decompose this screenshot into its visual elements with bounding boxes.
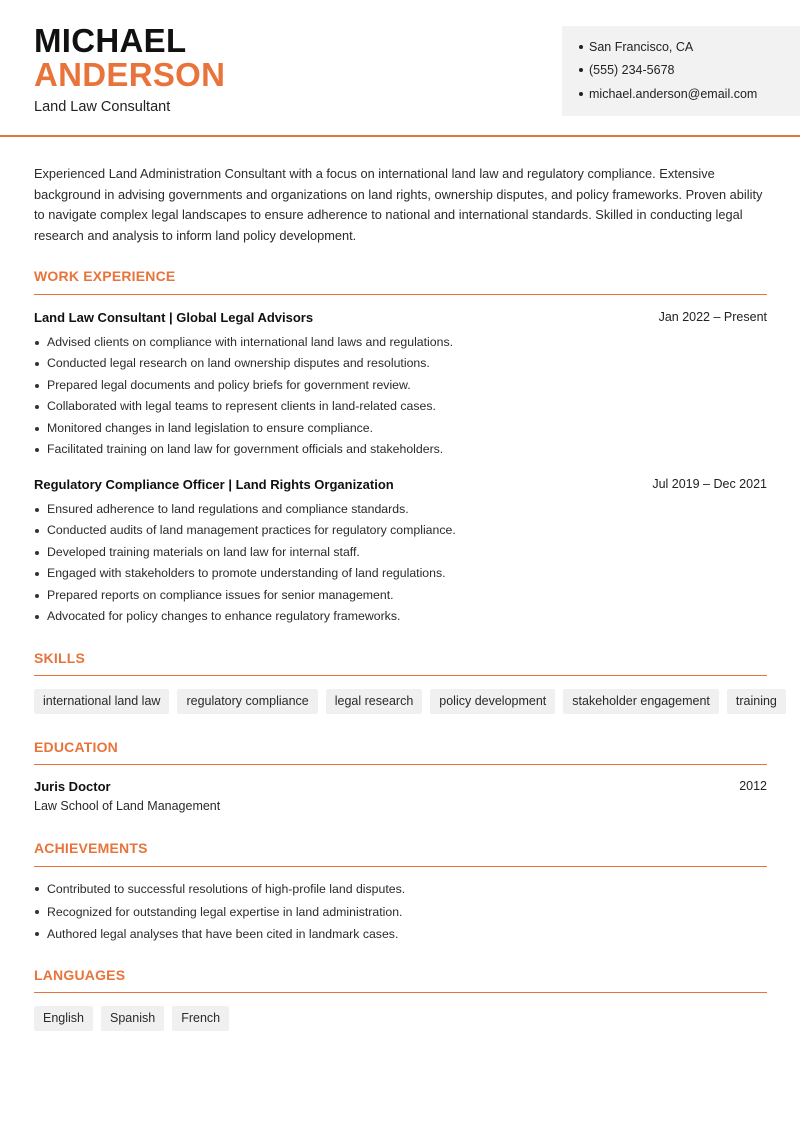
skill-tag: training [727,689,786,714]
section-divider [34,764,767,765]
education-school: Law School of Land Management [34,799,221,813]
contact-phone [579,63,674,77]
list-item: Prepared legal documents and policy briefs for government review. [34,375,453,396]
last-name: ANDERSON [34,56,226,93]
list-item: Engaged with stakeholders to promote understanding of land regulations. [34,563,456,584]
list-item: Monitored changes in land legislation to ensure compliance. [34,418,453,439]
education-year: 2012 [739,779,767,793]
bullet-icon [579,45,583,49]
job-bullets [34,499,456,627]
language-tag: English [34,1006,93,1031]
section-divider [34,992,767,993]
section-title-languages: LANGUAGES [34,967,126,983]
list-item: Advocated for policy changes to enhance regulatory frameworks. [34,606,456,627]
skill-tag: regulatory compliance [177,689,317,714]
language-tag: Spanish [101,1006,164,1031]
list-item: Authored legal analyses that have been cited in landmark cases. [34,923,405,946]
skills-list [34,689,786,714]
resume-header [0,0,800,137]
section-title-education: EDUCATION [34,739,118,755]
job-title: Land Law Consultant [34,99,171,115]
section-title-achievements: ACHIEVEMENTS [34,840,148,856]
skill-tag: legal research [326,689,423,714]
profile-summary: Experienced Land Administration Consultant with a focus on international land law and regulatory compliance. Extensive background in advising governments and organizations on land rights, ownership disputes, and policy frameworks. Proven ability to navigate complex legal landscapes to ensure adherence to national and international standards. Skilled in conducting legal research and analysis to inform land policy development. [34,166,763,244]
first-name: MICHAEL [34,22,187,59]
list-item: Ensured adherence to land regulations and compliance standards. [34,499,456,520]
section-divider [34,294,767,295]
skill-tag: policy development [430,689,555,714]
list-item: Contributed to successful resolutions of high-profile land disputes. [34,878,405,901]
achievement-bullets [34,878,405,946]
section-divider [34,675,767,676]
email-text: michael.anderson@email.com [589,87,758,101]
contact-location [579,40,693,54]
list-item: Recognized for outstanding legal expertise in land administration. [34,901,405,924]
list-item: Conducted audits of land management practices for regulatory compliance. [34,520,456,541]
section-divider [34,866,767,867]
section-title-skills: SKILLS [34,650,85,666]
job-bullets [34,332,453,460]
location-text: San Francisco, CA [589,40,694,54]
job-dates: Jan 2022 – Present [658,310,767,324]
list-item: Developed training materials on land law for internal staff. [34,542,456,563]
skill-tag: stakeholder engagement [563,689,719,714]
bullet-icon [579,68,583,72]
phone-text: (555) 234-5678 [589,63,675,77]
list-item: Facilitated training on land law for government officials and stakeholders. [34,439,453,460]
list-item: Prepared reports on compliance issues for senior management. [34,585,456,606]
list-item: Conducted legal research on land ownership disputes and resolutions. [34,353,453,374]
contact-box [562,26,800,116]
job-heading: Land Law Consultant | Global Legal Advisors [34,310,314,325]
job-dates: Jul 2019 – Dec 2021 [652,477,767,491]
job-heading: Regulatory Compliance Officer | Land Rights Organization [34,477,394,492]
languages-list [34,1006,229,1031]
contact-email [579,87,757,101]
list-item: Collaborated with legal teams to represent clients in land-related cases. [34,396,453,417]
list-item: Advised clients on compliance with international land laws and regulations. [34,332,453,353]
bullet-icon [579,92,583,96]
skill-tag: international land law [34,689,169,714]
section-title-work: WORK EXPERIENCE [34,268,176,284]
language-tag: French [172,1006,229,1031]
education-degree: Juris Doctor [34,779,111,794]
